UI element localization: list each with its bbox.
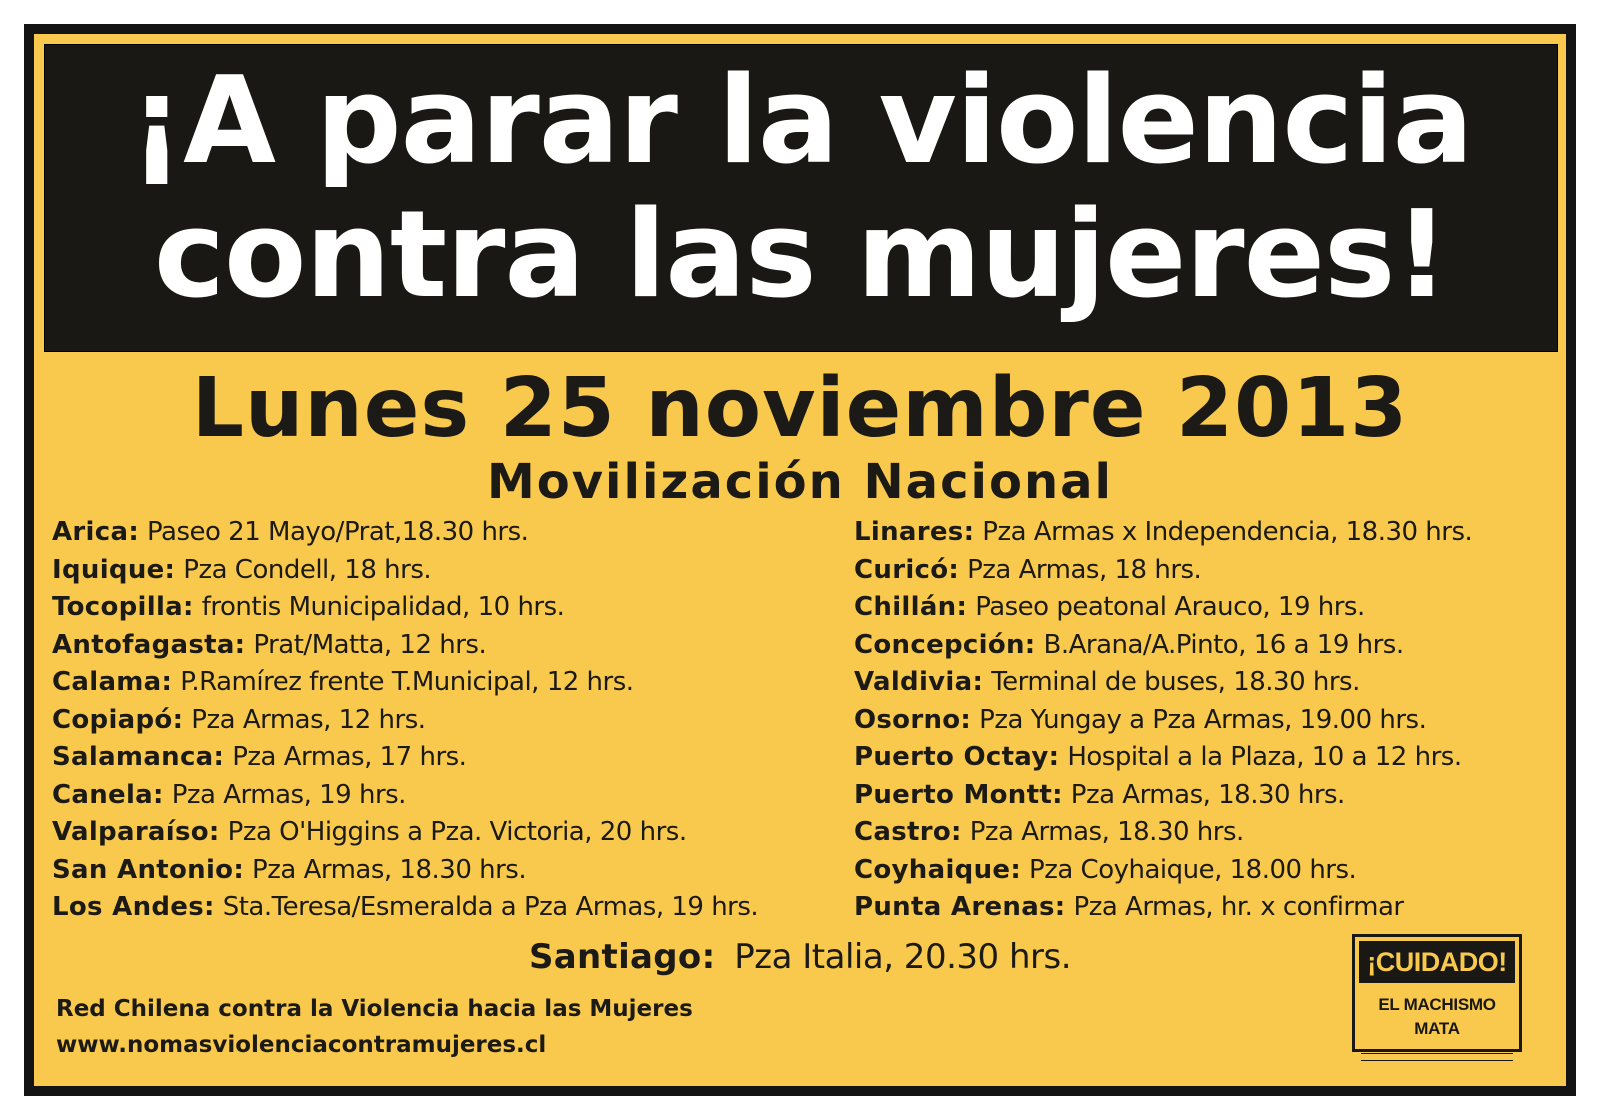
location-city: Valdivia: — [854, 667, 984, 697]
location-detail: Prat/Matta, 12 hrs. — [253, 629, 487, 660]
location-detail: Pza Armas, hr. x confirmar — [1073, 892, 1404, 922]
location-item — [52, 852, 852, 890]
location-city: Salamanca: — [52, 742, 225, 772]
location-city: Los Andes: — [52, 892, 215, 922]
location-item — [52, 627, 852, 665]
location-detail: Pza Coyhaique, 18.00 hrs. — [1029, 854, 1357, 885]
event-date: Lunes 25 noviembre 2013 — [191, 361, 1409, 456]
location-detail: Pza O'Higgins a Pza. Victoria, 20 hrs. — [227, 817, 687, 847]
location-city: Concepción: — [854, 629, 1036, 660]
location-item — [854, 852, 1564, 890]
badge-fine-print — [1361, 1053, 1513, 1061]
location-detail: Hospital a la Plaza, 10 a 12 hrs. — [1067, 742, 1462, 772]
location-detail: B.Arana/A.Pinto, 16 a 19 hrs. — [1043, 629, 1404, 660]
location-detail: Pza Condell, 18 hrs. — [183, 554, 432, 585]
location-item — [52, 814, 852, 852]
location-item — [854, 664, 1564, 702]
location-city: Curicó: — [854, 554, 960, 585]
location-item — [854, 552, 1564, 590]
location-detail: Pza Armas x Independencia, 18.30 hrs. — [982, 517, 1473, 547]
location-item — [52, 664, 852, 702]
location-detail: Pza Armas, 18 hrs. — [967, 554, 1202, 585]
location-detail: Pza Armas, 18.30 hrs. — [252, 854, 527, 885]
location-item — [52, 514, 852, 552]
warning-badge — [1352, 934, 1522, 1052]
location-city: Punta Arenas: — [854, 892, 1066, 922]
location-city: Arica: — [52, 517, 140, 547]
santiago-event — [34, 934, 1566, 980]
location-city: San Antonio: — [52, 854, 245, 885]
organization-name: Red Chilena contra la Violencia hacia las Mujeres — [56, 996, 693, 1022]
location-city: Puerto Montt: — [854, 779, 1063, 810]
location-city: Valparaíso: — [52, 817, 220, 847]
website-url: www.nomasviolenciacontramujeres.cl — [56, 1032, 547, 1058]
location-item — [52, 739, 852, 777]
location-item — [854, 777, 1564, 815]
headline-banner — [44, 44, 1558, 352]
headline — [45, 45, 1557, 323]
location-detail: Paseo 21 Mayo/Prat,18.30 hrs. — [147, 517, 529, 547]
locations-list-right — [854, 514, 1564, 927]
event-subtitle: Movilización Nacional — [487, 454, 1113, 510]
location-city: Iquique: — [52, 554, 176, 585]
santiago-detail: Pza Italia, 20.30 hrs. — [734, 937, 1072, 977]
location-city: Calama: — [52, 667, 173, 697]
location-item — [52, 702, 852, 740]
location-detail: Pza Armas, 19 hrs. — [171, 779, 406, 810]
location-detail: Paseo peatonal Arauco, 19 hrs. — [975, 592, 1365, 622]
location-city: Antofagasta: — [52, 629, 246, 660]
location-city: Castro: — [854, 817, 962, 847]
badge-text: EL MACHISMO MATA — [1378, 995, 1496, 1038]
location-city: Puerto Octay: — [854, 742, 1060, 772]
location-item — [854, 889, 1564, 927]
location-detail: P.Ramírez frente T.Municipal, 12 hrs. — [180, 667, 634, 697]
location-detail: Pza Armas, 18.30 hrs. — [969, 817, 1244, 847]
location-item — [52, 889, 852, 927]
poster — [24, 24, 1576, 1096]
badge-title: ¡CUIDADO! — [1359, 941, 1515, 983]
location-item — [854, 514, 1564, 552]
location-city: Tocopilla: — [52, 592, 194, 622]
location-item — [854, 589, 1564, 627]
location-detail: Pza Armas, 12 hrs. — [191, 704, 426, 735]
location-city: Canela: — [52, 779, 164, 810]
location-item — [52, 777, 852, 815]
headline-line-2: contra las mujeres! — [153, 186, 1449, 325]
location-item — [854, 739, 1564, 777]
location-item — [52, 589, 852, 627]
location-item — [854, 627, 1564, 665]
location-detail: Pza Armas, 17 hrs. — [232, 742, 467, 772]
location-city: Chillán: — [854, 592, 968, 622]
location-detail: Pza Armas, 18.30 hrs. — [1070, 779, 1345, 810]
location-city: Copiapó: — [52, 704, 184, 735]
location-city: Osorno: — [854, 704, 972, 735]
location-item — [52, 552, 852, 590]
location-detail: frontis Municipalidad, 10 hrs. — [201, 592, 565, 622]
location-detail: Pza Yungay a Pza Armas, 19.00 hrs. — [979, 704, 1427, 735]
location-city: Linares: — [854, 517, 975, 547]
location-item — [854, 814, 1564, 852]
location-city: Coyhaique: — [854, 854, 1022, 885]
headline-line-1: ¡A parar la violencia — [129, 52, 1473, 191]
location-detail: Terminal de buses, 18.30 hrs. — [991, 667, 1360, 697]
location-item — [854, 702, 1564, 740]
locations-list-left — [52, 514, 852, 927]
location-detail: Sta.Teresa/Esmeralda a Pza Armas, 19 hrs. — [222, 892, 759, 922]
santiago-city: Santiago: — [528, 937, 716, 977]
